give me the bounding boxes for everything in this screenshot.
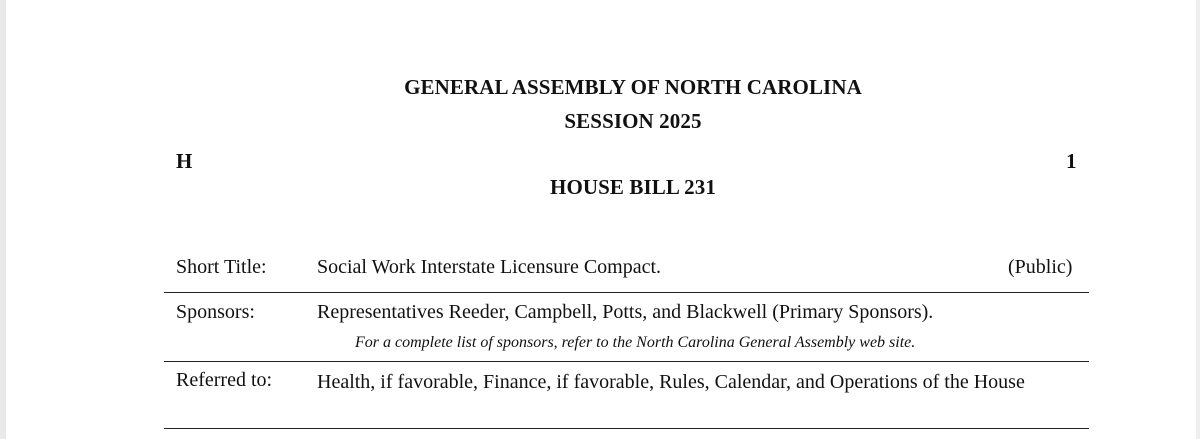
referred-value: Health, if favorable, Finance, if favorable, Rules, Calendar, and Operations of the House	[317, 371, 1025, 393]
sponsors-value: Representatives Reeder, Campbell, Potts, and Blackwell (Primary Sponsors).	[317, 301, 934, 323]
assembly-heading: GENERAL ASSEMBLY OF NORTH CAROLINA	[404, 75, 862, 99]
sponsors-note: For a complete list of sponsors, refer to the North Carolina General Assembly web site.	[355, 334, 916, 351]
divider	[164, 292, 1089, 293]
bill-type: (Public)	[1008, 256, 1073, 278]
bill-title: HOUSE BILL 231	[550, 175, 716, 199]
short-title-value: Social Work Interstate Licensure Compact.	[317, 256, 662, 278]
referred-label: Referred to:	[176, 369, 273, 391]
session-heading: SESSION 2025	[564, 109, 702, 133]
short-title-label: Short Title:	[176, 256, 267, 278]
document-page	[6, 0, 1196, 439]
divider	[164, 361, 1089, 362]
edition-number: 1	[1066, 149, 1077, 173]
chamber-indicator: H	[176, 149, 193, 173]
divider	[164, 428, 1089, 429]
sponsors-label: Sponsors:	[176, 301, 255, 323]
viewer-right-edge	[1196, 0, 1200, 439]
